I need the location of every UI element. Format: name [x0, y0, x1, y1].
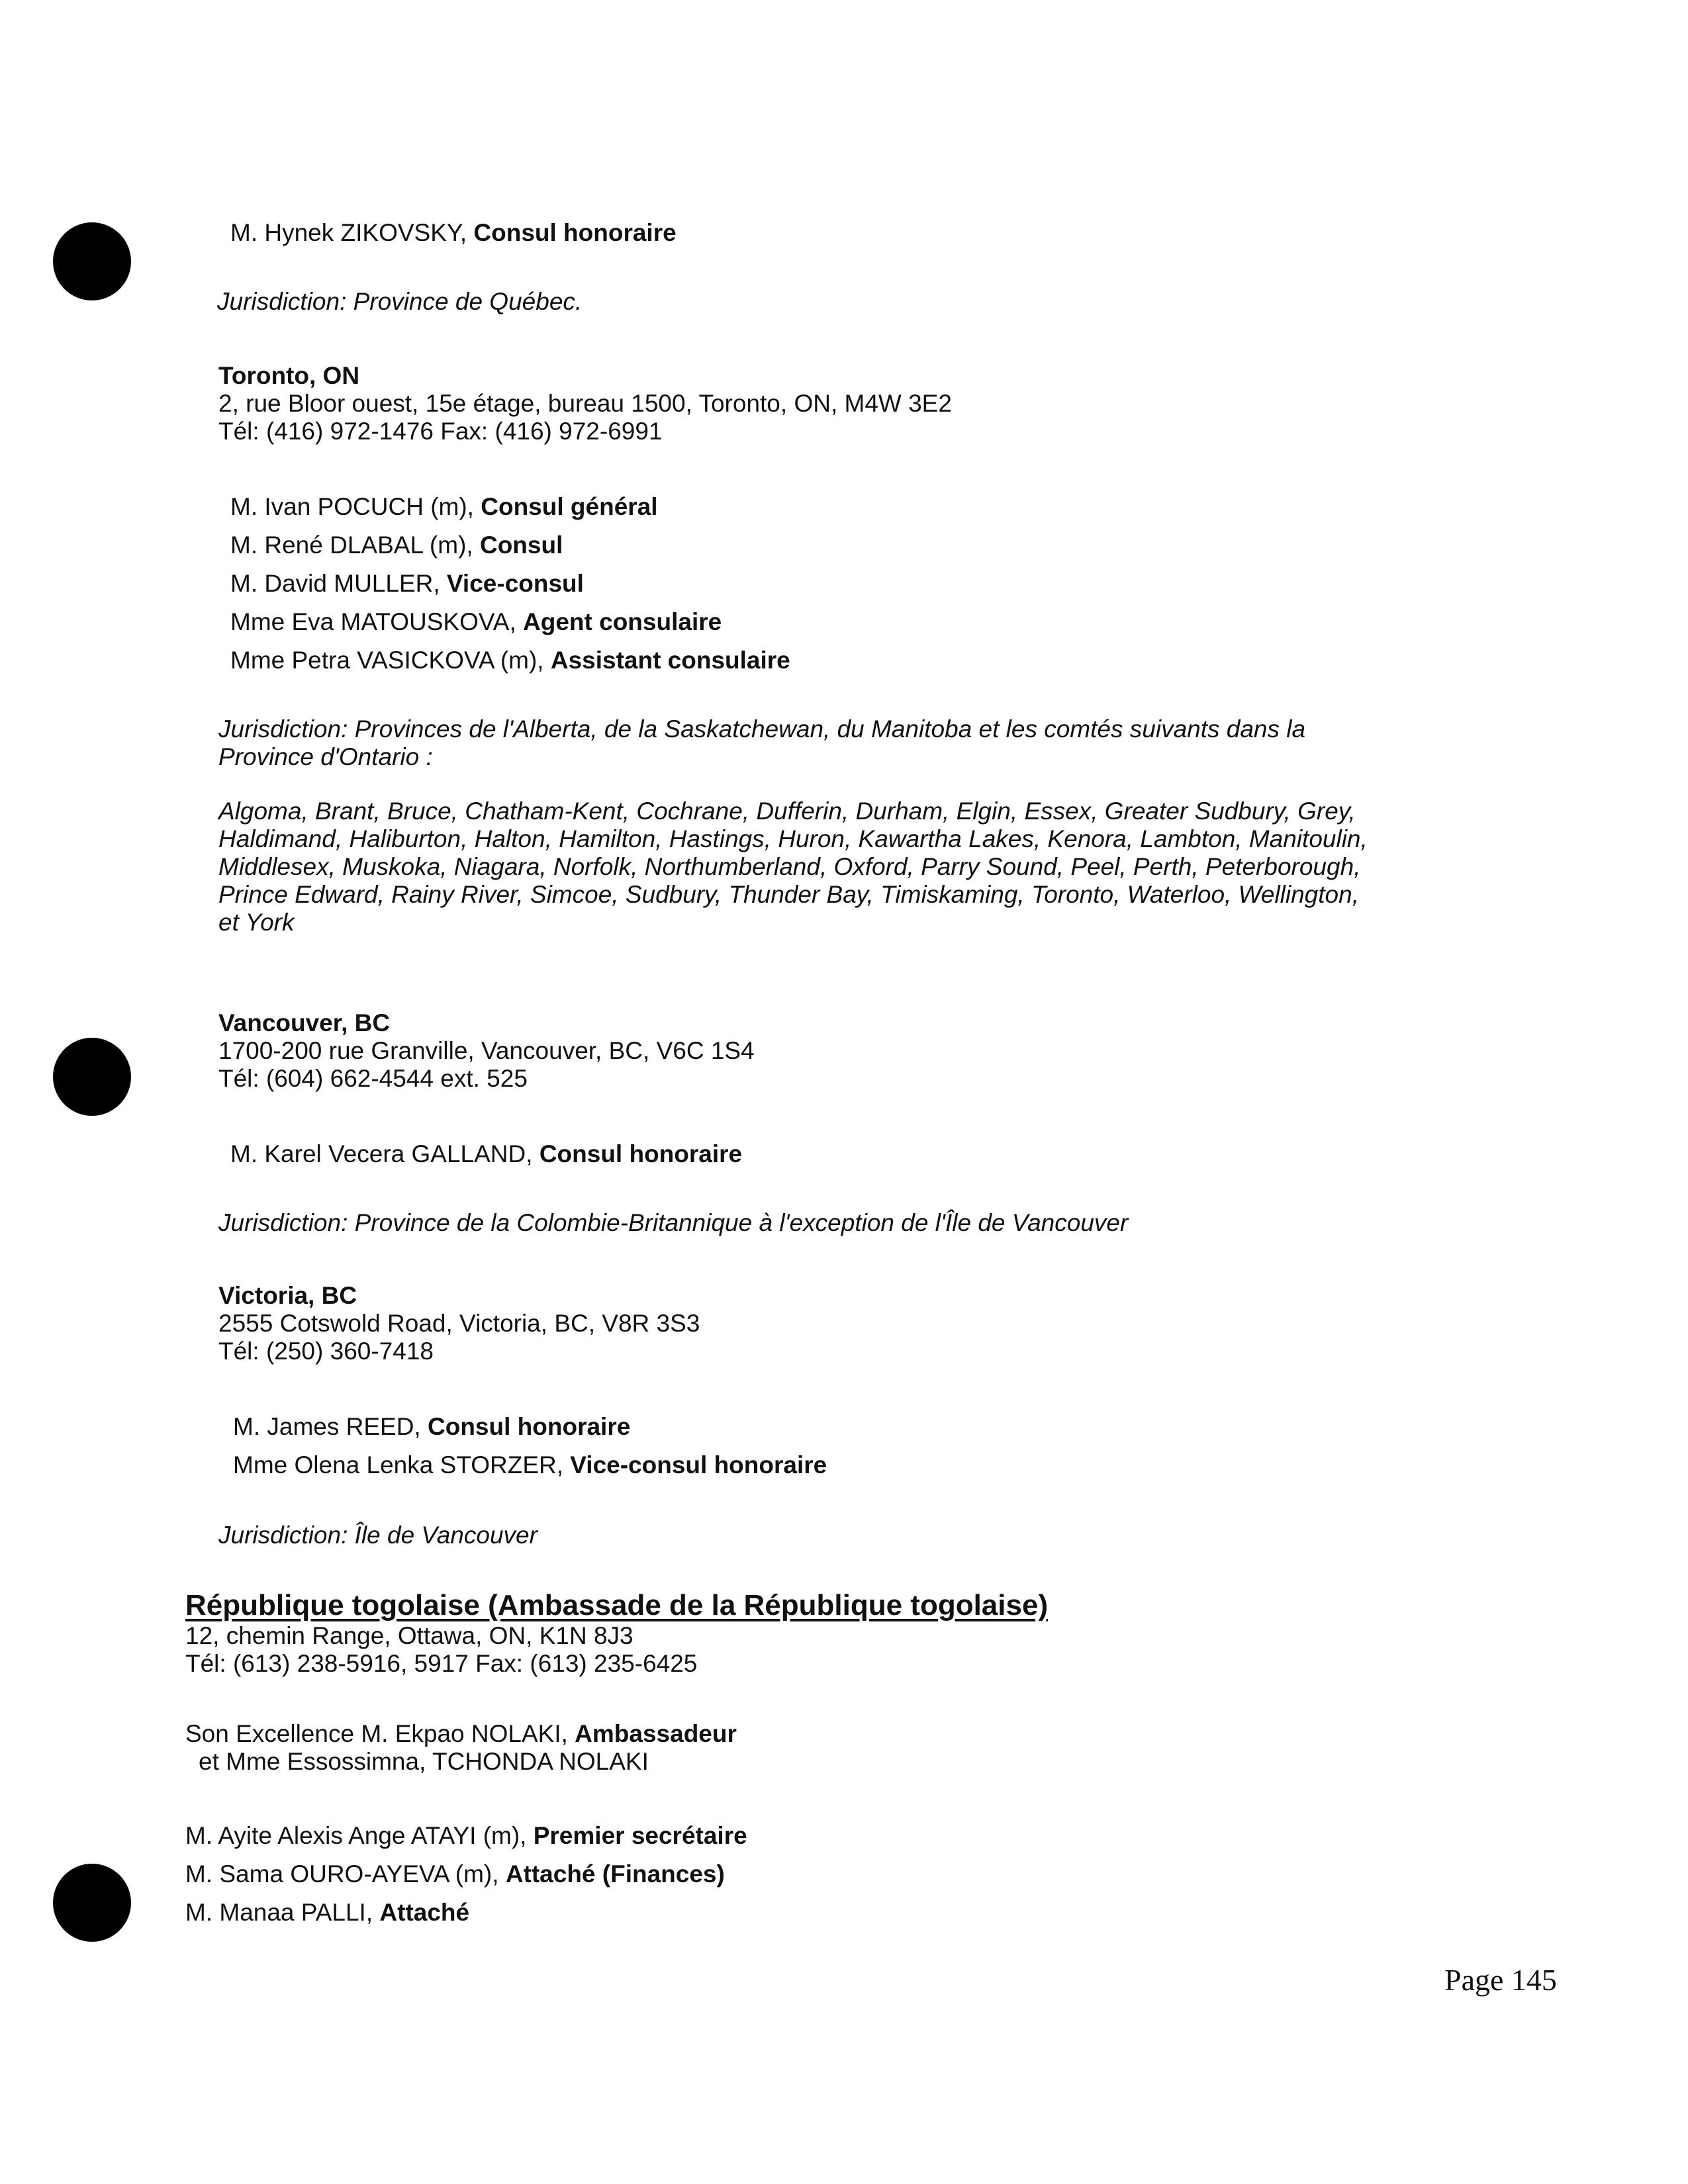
person-name: M. James REED,	[233, 1413, 428, 1440]
jurisdiction-text: Jurisdiction: Province de la Colombie-Britannique à l'exception de l'Île de Vancouver	[218, 1209, 1129, 1236]
phone-victoria: Tél: (250) 360-7418	[218, 1338, 434, 1365]
ambassador-entry	[185, 1719, 737, 1749]
jurisdiction-text: Jurisdiction: Province de Québec.	[217, 288, 583, 315]
person-entry	[230, 492, 658, 522]
person-name: Son Excellence M. Ekpao NOLAKI,	[185, 1720, 575, 1747]
person-entry	[185, 1860, 725, 1889]
person-entry	[230, 646, 790, 675]
address-victoria: 2555 Cotswold Road, Victoria, BC, V8R 3S3	[218, 1310, 700, 1337]
person-name: M. Hynek ZIKOVSKY,	[230, 219, 474, 246]
person-title: Consul honoraire	[473, 219, 677, 246]
person-entry	[233, 1451, 827, 1480]
counties-text: et York	[218, 909, 295, 936]
jurisdiction-text: Jurisdiction: Île de Vancouver	[218, 1522, 538, 1549]
binder-hole-middle	[53, 1038, 131, 1116]
person-entry	[230, 531, 563, 560]
city-heading-vancouver: Vancouver, BC	[218, 1009, 391, 1036]
counties-text: Middlesex, Muskoka, Niagara, Norfolk, Northumberland, Oxford, Parry Sound, Peel, Perth, Peterborough,	[218, 853, 1361, 880]
phone-togo: Tél: (613) 238-5916, 5917 Fax: (613) 235-6425	[185, 1650, 698, 1677]
person-title: Consul honoraire	[428, 1413, 631, 1440]
spouse-entry: et Mme Essossimna, TCHONDA NOLAKI	[199, 1748, 649, 1775]
person-entry	[230, 608, 722, 637]
city-heading-toronto: Toronto, ON	[218, 362, 360, 389]
person-title: Attaché	[379, 1899, 470, 1926]
person-entry	[233, 1412, 630, 1441]
person-title: Vice-consul honoraire	[570, 1451, 827, 1479]
address-togo: 12, chemin Range, Ottawa, ON, K1N 8J3	[185, 1622, 633, 1649]
person-entry	[230, 1140, 742, 1169]
person-title: Attaché (Finances)	[505, 1860, 725, 1888]
phone-vancouver: Tél: (604) 662-4544 ext. 525	[218, 1065, 528, 1092]
counties-text: Haldimand, Haliburton, Halton, Hamilton, Hastings, Huron, Kawartha Lakes, Kenora, Lambton, Manitoulin,	[218, 825, 1368, 852]
person-name: M. Ivan POCUCH (m),	[230, 493, 481, 520]
person-name: M. Ayite Alexis Ange ATAYI (m),	[185, 1822, 534, 1849]
country-heading-togo: République togolaise (Ambassade de la République togolaise)	[185, 1589, 1049, 1621]
person-name: M. David MULLER,	[230, 570, 447, 597]
binder-hole-bottom	[53, 1864, 131, 1942]
binder-hole-top	[53, 222, 131, 300]
person-title: Assistant consulaire	[550, 647, 790, 674]
person-entry	[185, 1821, 747, 1850]
person-title: Consul	[479, 531, 563, 559]
person-title: Vice-consul	[446, 570, 584, 597]
person-title: Consul général	[481, 493, 658, 520]
person-name: Mme Eva MATOUSKOVA,	[230, 608, 524, 635]
person-title: Ambassadeur	[575, 1720, 737, 1747]
jurisdiction-text: Jurisdiction: Provinces de l'Alberta, de la Saskatchewan, du Manitoba et les comtés suivants dans la	[218, 715, 1306, 743]
address-toronto: 2, rue Bloor ouest, 15e étage, bureau 1500, Toronto, ON, M4W 3E2	[218, 390, 952, 417]
person-name: M. Sama OURO-AYEVA (m),	[185, 1860, 506, 1888]
person-entry	[230, 569, 584, 598]
person-entry	[185, 1898, 469, 1927]
counties-text: Prince Edward, Rainy River, Simcoe, Sudbury, Thunder Bay, Timiskaming, Toronto, Waterloo, Wellington,	[218, 881, 1359, 908]
person-name: M. Manaa PALLI,	[185, 1899, 380, 1926]
person-title: Agent consulaire	[523, 608, 722, 635]
person-name: M. Karel Vecera GALLAND,	[230, 1140, 539, 1167]
city-heading-victoria: Victoria, BC	[218, 1282, 357, 1309]
jurisdiction-text: Province d'Ontario :	[218, 743, 433, 770]
person-entry	[230, 218, 677, 248]
person-name: Mme Petra VASICKOVA (m),	[230, 647, 551, 674]
phone-toronto: Tél: (416) 972-1476 Fax: (416) 972-6991	[218, 418, 663, 445]
person-name: M. René DLABAL (m),	[230, 531, 480, 559]
person-name: Mme Olena Lenka STORZER,	[233, 1451, 571, 1479]
person-title: Consul honoraire	[539, 1140, 743, 1167]
counties-text: Algoma, Brant, Bruce, Chatham-Kent, Cochrane, Dufferin, Durham, Elgin, Essex, Greater Sudbury, Grey,	[218, 797, 1356, 825]
person-title: Premier secrétaire	[533, 1822, 747, 1849]
page-number: Page 145	[1444, 1963, 1557, 1997]
address-vancouver: 1700-200 rue Granville, Vancouver, BC, V6C 1S4	[218, 1037, 755, 1064]
